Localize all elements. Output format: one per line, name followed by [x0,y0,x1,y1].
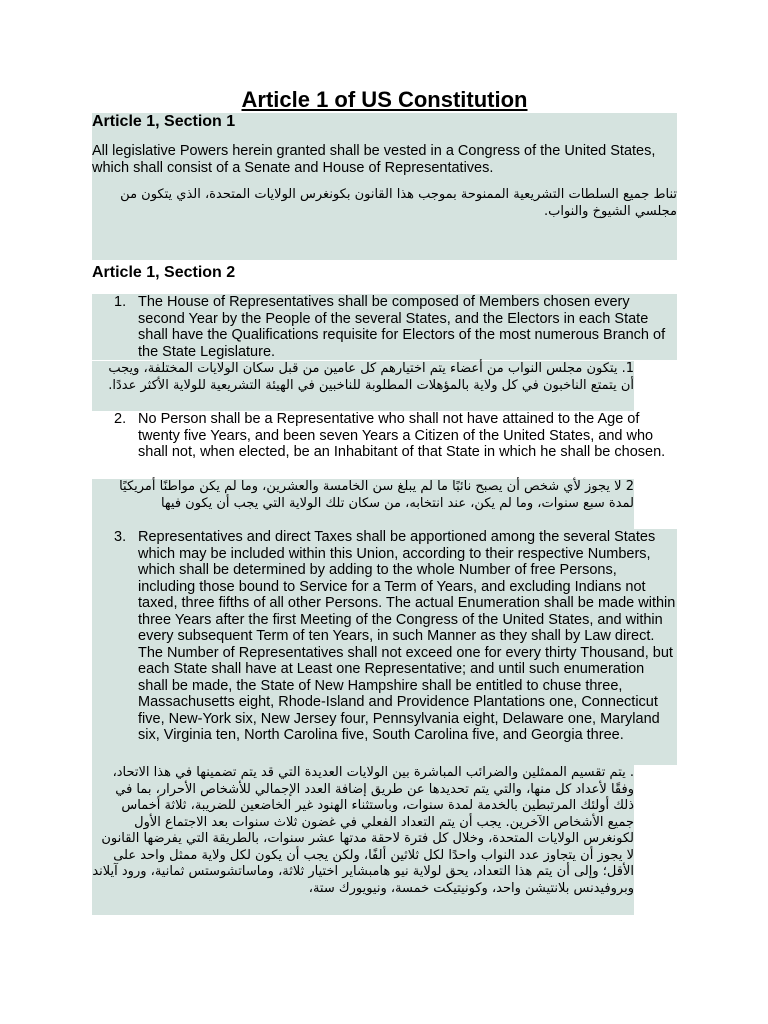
list-item-1-arabic: 1. يتكون مجلس النواب من أعضاء يتم اختيارهم كل عامين من قبل سكان الولايات المختلفة، ويجب أن يتمتع الناخبون في كل ولاية بالمؤهلات المطلوبة للناخبين في الهيئة التشريعية للولاية الأكثر عددًا. [92,361,634,411]
section-1-arabic: تناط جميع السلطات التشريعية الممنوحة بموجب هذا القانون بكونغرس الولايات المتحدة، الذي يتكون من مجلسي الشيوخ والنواب. [92,187,677,260]
list-item-2-english [92,411,677,477]
section-2-heading: Article 1, Section 2 [92,264,236,281]
document-title: Article 1 of US Constitution [241,87,528,112]
list-item-text: No Person shall be a Representative who shall not have attained to the Age of twenty five Years, and been seven Years a Citizen of the United States, and who shall not, when elected, be an Inhabitant of that State in which he shall be chosen. [138,411,666,460]
list-item-3-english [92,529,677,765]
list-item-2-arabic: 2 لا يجوز لأي شخص أن يصبح نائبًا ما لم يبلغ سن الخامسة والعشرين، وما لم يكن مواطنًا أمريكيًا لمدة سبع سنوات، وما لم يكن، عند انتخابه، من سكان تلك الولاية التي يجب أن يكون فيها [92,479,634,529]
section-1-heading: Article 1, Section 1 [92,113,677,143]
list-item-1-english [92,294,677,360]
list-item-number: 1. [114,294,127,310]
list-item-3-arabic: . يتم تقسيم الممثلين والضرائب المباشرة بين الولايات العديدة التي قد يتم تضمينها في هذا الاتحاد، وفقًا لأعداد كل منها، والتي يتم تحديدها عن طريق إضافة العدد الإجمالي للأشخاص الأحرار، بما في ذلك أولئك المرتبطين بالخدمة لمدة سنوات، وباستثناء الهنود غير الخاضعين للضريبة، ثلاثة أخماس جميع الأشخاص الآخرين. يجب أن يتم التعداد الفعلي في غضون ثلاث سنوات بعد الاجتماع الأول لكونغرس الولايات المتحدة، وخلال كل فترة لاحقة مدتها عشر سنوات، بالطريقة التي يفرضها القانون لا يجوز أن يتجاوز عدد النواب واحدًا لكل ثلاثين ألفًا، ولكن يجب أن يكون لكل ولاية ممثل واحد على الأقل؛ وإلى أن يتم هذا التعداد، يحق لولاية نيو هامبشاير اختيار ثلاثة، وماساتشوستس ثمانية، ورود آيلاند وبروفيدنس بلانتيشن واحد، وكونيتيكت خمسة، ونيويورك ستة، [92,765,634,915]
list-item-number: 3. [114,529,127,545]
section-1-english: All legislative Powers herein granted shall be vested in a Congress of the United States, which shall consist of a Senate and House of Representatives. [92,143,677,187]
list-item-text: The House of Representatives shall be composed of Members chosen every second Year by the People of the several States, and the Electors in each State shall have the Qualifications requisite for Electors of the most numerous Branch of the State Legislature. [138,294,666,360]
list-item-text: Representatives and direct Taxes shall be apportioned among the several States which may be included within this Union, according to their respective Numbers, which shall be determined by adding to the whole Number of free Persons, including those bound to Service for a Term of Years, and excluding Indians not taxed, three fifths of all other Persons. The actual Enumeration shall be made within three Years after the first Meeting of the Congress of the United States, and within every subsequent Term of ten Years, in such Manner as they shall by Law direct. The Number of Representatives shall not exceed one for every thirty Thousand, but each State shall have at Least one Representative; and until such enumeration shall be made, the State of New Hampshire shall be entitled to chuse three, Massachusetts eight, Rhode-Island and Providence Plantations one, Connecticut five, New-York six, New Jersey four, Pennsylvania eight, Delaware one, Maryland six, Virginia ten, North Carolina five, South Carolina five, and Georgia three. [138,529,676,743]
list-item-number: 2. [114,411,127,427]
